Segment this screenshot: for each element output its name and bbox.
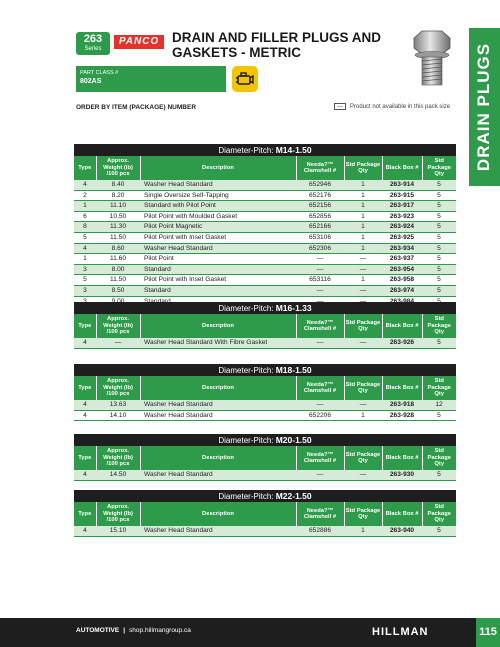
table-cell: 15.10	[96, 526, 140, 536]
table-cell: Standard	[140, 264, 296, 275]
table-cell: 4	[74, 400, 96, 410]
product-table	[74, 156, 456, 318]
table-cell: 5	[422, 285, 456, 296]
table-cell: 4	[74, 243, 96, 254]
table-cell: 5	[422, 180, 456, 190]
table-cell: —	[344, 470, 382, 480]
column-header: Needa?™ Clamshell #	[296, 314, 344, 338]
column-header: Black Box #	[382, 502, 422, 526]
table-cell: 11.10	[96, 201, 140, 212]
table-cell: 263-934	[382, 243, 422, 254]
table-cell: —	[344, 254, 382, 265]
table-cell: 5	[422, 190, 456, 201]
table-row	[74, 526, 456, 536]
table-cell: 4	[74, 526, 96, 536]
table-cell: 652166	[296, 222, 344, 233]
column-header: Description	[140, 502, 296, 526]
table-row	[74, 190, 456, 201]
table-cell: Pilot Point Magnetic	[140, 222, 296, 233]
table-cell: 1	[344, 211, 382, 222]
product-table	[74, 314, 456, 349]
table-cell: 4	[74, 410, 96, 421]
diameter-pitch-value: M18-1.50	[275, 365, 312, 375]
diameter-pitch-label: Diameter-Pitch:	[218, 366, 274, 375]
table-cell: —	[344, 338, 382, 348]
diameter-pitch-value: M22-1.50	[275, 491, 312, 501]
table-cell: 3	[74, 264, 96, 275]
table-cell: Pilot Point with Moulded Gasket	[140, 211, 296, 222]
column-header: Std Package Qty	[344, 156, 382, 180]
product-table	[74, 376, 456, 421]
table-row	[74, 222, 456, 233]
column-header: Std Package Qty	[422, 156, 456, 180]
diameter-pitch-header	[74, 434, 456, 446]
table-cell: Single Oversize Self-Tapping	[140, 190, 296, 201]
diameter-pitch-value: M14-1.50	[275, 145, 312, 155]
table-cell: 5	[422, 264, 456, 275]
table-cell: Washer Head Standard	[140, 470, 296, 480]
table-cell: —	[96, 338, 140, 348]
hillman-logo: HILLMAN	[372, 626, 429, 638]
order-by-heading: ORDER BY ITEM (PACKAGE) NUMBER	[76, 104, 197, 111]
table-cell: 11.60	[96, 254, 140, 265]
table-cell: 11.30	[96, 222, 140, 233]
table-cell: 263-926	[382, 338, 422, 348]
table-cell: 5	[422, 338, 456, 348]
diameter-section	[74, 434, 456, 481]
diameter-pitch-value: M20-1.50	[275, 435, 312, 445]
table-cell: 5	[422, 232, 456, 243]
table-cell: 8.50	[96, 285, 140, 296]
column-header: Black Box #	[382, 314, 422, 338]
table-cell: 652206	[296, 410, 344, 421]
column-header: Description	[140, 446, 296, 470]
table-cell: 14.50	[96, 470, 140, 480]
table-cell: 5	[422, 222, 456, 233]
part-class-box	[76, 66, 226, 92]
table-row	[74, 254, 456, 265]
table-cell: 263-954	[382, 264, 422, 275]
diameter-pitch-label: Diameter-Pitch:	[218, 304, 274, 313]
not-available-symbol: —	[334, 103, 346, 110]
product-table	[74, 502, 456, 537]
table-cell: 5	[422, 526, 456, 536]
table-cell: —	[296, 254, 344, 265]
column-header: Std Package Qty	[344, 502, 382, 526]
table-cell: 6	[74, 211, 96, 222]
table-cell: 5	[422, 211, 456, 222]
diameter-section	[74, 302, 456, 349]
table-cell: 4	[74, 180, 96, 190]
table-cell: 5	[74, 275, 96, 286]
column-header: Black Box #	[382, 156, 422, 180]
drain-plug-image	[408, 28, 456, 90]
table-cell: 14.10	[96, 410, 140, 421]
table-row	[74, 470, 456, 480]
table-cell: —	[344, 285, 382, 296]
page-number: 115	[476, 618, 500, 647]
table-cell: 263-937	[382, 254, 422, 265]
table-cell: 4	[74, 470, 96, 480]
column-header: Type	[74, 502, 96, 526]
table-row	[74, 201, 456, 212]
table-cell: Washer Head Standard	[140, 180, 296, 190]
table-cell: 263-923	[382, 211, 422, 222]
table-cell: Pilot Point	[140, 254, 296, 265]
column-header: Needa?™ Clamshell #	[296, 502, 344, 526]
table-cell: —	[296, 400, 344, 410]
product-table	[74, 446, 456, 481]
footer	[0, 618, 476, 647]
table-cell: Washer Head Standard	[140, 526, 296, 536]
table-cell: 1	[344, 526, 382, 536]
column-header: Std Package Qty	[422, 446, 456, 470]
table-cell: 263-930	[382, 470, 422, 480]
table-cell: 8	[74, 222, 96, 233]
column-header: Type	[74, 156, 96, 180]
table-cell: —	[344, 264, 382, 275]
table-cell: —	[296, 285, 344, 296]
column-header: Std Package Qty	[344, 314, 382, 338]
table-cell: 263-940	[382, 526, 422, 536]
table-cell: 652946	[296, 180, 344, 190]
diameter-section	[74, 364, 456, 421]
column-header: Needa?™ Clamshell #	[296, 446, 344, 470]
table-cell: 11.50	[96, 275, 140, 286]
page-title: DRAIN AND FILLER PLUGS AND GASKETS - METRIC	[172, 30, 381, 60]
column-header: Type	[74, 376, 96, 400]
table-cell: Pilot Point with Inset Gasket	[140, 232, 296, 243]
table-cell: 10.50	[96, 211, 140, 222]
table-cell: 1	[344, 190, 382, 201]
table-row	[74, 180, 456, 190]
table-cell: 263-974	[382, 285, 422, 296]
table-cell: Pilot Point with Inset Gasket	[140, 275, 296, 286]
table-cell: 4	[74, 338, 96, 348]
column-header: Needa?™ Clamshell #	[296, 376, 344, 400]
table-cell: 13.63	[96, 400, 140, 410]
diameter-pitch-header	[74, 302, 456, 314]
table-cell: 1	[74, 201, 96, 212]
table-cell: 1	[344, 201, 382, 212]
table-cell: 652306	[296, 243, 344, 254]
table-cell: 5	[74, 232, 96, 243]
table-cell: 653106	[296, 232, 344, 243]
column-header: Approx. Weight (lb) /100 pcs	[96, 156, 140, 180]
footer-category: AUTOMOTIVE	[76, 627, 120, 634]
table-cell: 263-915	[382, 190, 422, 201]
diameter-pitch-label: Diameter-Pitch:	[218, 436, 274, 445]
table-cell: 8.40	[96, 180, 140, 190]
table-cell: 1	[344, 232, 382, 243]
diameter-pitch-label: Diameter-Pitch:	[218, 492, 274, 501]
diameter-section	[74, 144, 456, 318]
diameter-pitch-label: Diameter-Pitch:	[218, 146, 274, 155]
table-cell: Standard	[140, 285, 296, 296]
table-cell: 652856	[296, 211, 344, 222]
table-cell: 652156	[296, 201, 344, 212]
footer-nav	[76, 627, 191, 634]
column-header: Description	[140, 314, 296, 338]
engine-oil-icon	[232, 66, 258, 92]
part-class-value: 802AS	[80, 78, 102, 85]
footer-separator: |	[123, 627, 126, 634]
table-cell: 1	[344, 275, 382, 286]
table-cell: 653116	[296, 275, 344, 286]
brand-logo: PANCO	[114, 35, 164, 49]
table-row	[74, 400, 456, 410]
table-cell: 5	[422, 470, 456, 480]
table-cell: Washer Head Standard	[140, 243, 296, 254]
category-side-tab	[469, 28, 500, 186]
table-cell: 652886	[296, 526, 344, 536]
table-cell: 1	[344, 410, 382, 421]
column-header: Approx. Weight (lb) /100 pcs	[96, 502, 140, 526]
table-cell: 3	[74, 285, 96, 296]
table-cell: Washer Head Standard	[140, 400, 296, 410]
part-class-label: PART CLASS #	[80, 70, 119, 76]
column-header: Std Package Qty	[344, 376, 382, 400]
table-cell: 1	[344, 222, 382, 233]
table-cell: 8.20	[96, 190, 140, 201]
table-row	[74, 410, 456, 421]
table-cell: 8.00	[96, 264, 140, 275]
table-row	[74, 264, 456, 275]
footer-url-link[interactable]: shop.hillmangroup.ca	[129, 627, 191, 634]
table-cell: —	[344, 400, 382, 410]
column-header: Std Package Qty	[344, 446, 382, 470]
diameter-pitch-header	[74, 490, 456, 502]
table-cell: —	[296, 470, 344, 480]
column-header: Type	[74, 446, 96, 470]
column-header: Approx. Weight (lb) /100 pcs	[96, 314, 140, 338]
table-cell: 5	[422, 254, 456, 265]
table-cell: 11.50	[96, 232, 140, 243]
table-cell: —	[296, 264, 344, 275]
column-header: Std Package Qty	[422, 376, 456, 400]
series-badge	[76, 32, 110, 55]
table-cell: —	[296, 338, 344, 348]
column-header: Black Box #	[382, 446, 422, 470]
table-cell: 263-918	[382, 400, 422, 410]
table-cell: Washer Head Standard With Fibre Gasket	[140, 338, 296, 348]
column-header: Approx. Weight (lb) /100 pcs	[96, 376, 140, 400]
table-cell: 5	[422, 243, 456, 254]
diameter-pitch-value: M16-1.33	[275, 303, 312, 313]
column-header: Description	[140, 376, 296, 400]
table-cell: 652176	[296, 190, 344, 201]
table-cell: 263-914	[382, 180, 422, 190]
column-header: Needa?™ Clamshell #	[296, 156, 344, 180]
table-cell: 2	[74, 190, 96, 201]
table-row	[74, 243, 456, 254]
table-cell: 263-924	[382, 222, 422, 233]
column-header: Description	[140, 156, 296, 180]
diameter-pitch-header	[74, 364, 456, 376]
not-available-legend	[334, 103, 450, 110]
table-row	[74, 338, 456, 348]
table-cell: 5	[422, 410, 456, 421]
table-cell: 8.60	[96, 243, 140, 254]
table-cell: 1	[344, 180, 382, 190]
not-available-text: Product not available in this pack size	[350, 103, 451, 110]
column-header: Std Package Qty	[422, 502, 456, 526]
table-cell: 5	[422, 201, 456, 212]
table-row	[74, 275, 456, 286]
table-cell: 263-958	[382, 275, 422, 286]
table-cell: 1	[344, 243, 382, 254]
series-label: Series	[84, 46, 102, 52]
column-header: Type	[74, 314, 96, 338]
table-cell: 12	[422, 400, 456, 410]
table-row	[74, 211, 456, 222]
table-cell: 263-917	[382, 201, 422, 212]
column-header: Approx. Weight (lb) /100 pcs	[96, 446, 140, 470]
table-cell: 5	[422, 275, 456, 286]
table-cell: 263-928	[382, 410, 422, 421]
side-tab-label: DRAIN PLUGS	[474, 42, 494, 172]
table-row	[74, 285, 456, 296]
series-number: 263	[83, 33, 103, 45]
column-header: Std Package Qty	[422, 314, 456, 338]
table-cell: Washer Head Standard	[140, 410, 296, 421]
table-row	[74, 232, 456, 243]
table-cell: 1	[74, 254, 96, 265]
column-header: Black Box #	[382, 376, 422, 400]
diameter-pitch-header	[74, 144, 456, 156]
diameter-section	[74, 490, 456, 537]
table-cell: 263-925	[382, 232, 422, 243]
table-cell: Standard with Pilot Point	[140, 201, 296, 212]
